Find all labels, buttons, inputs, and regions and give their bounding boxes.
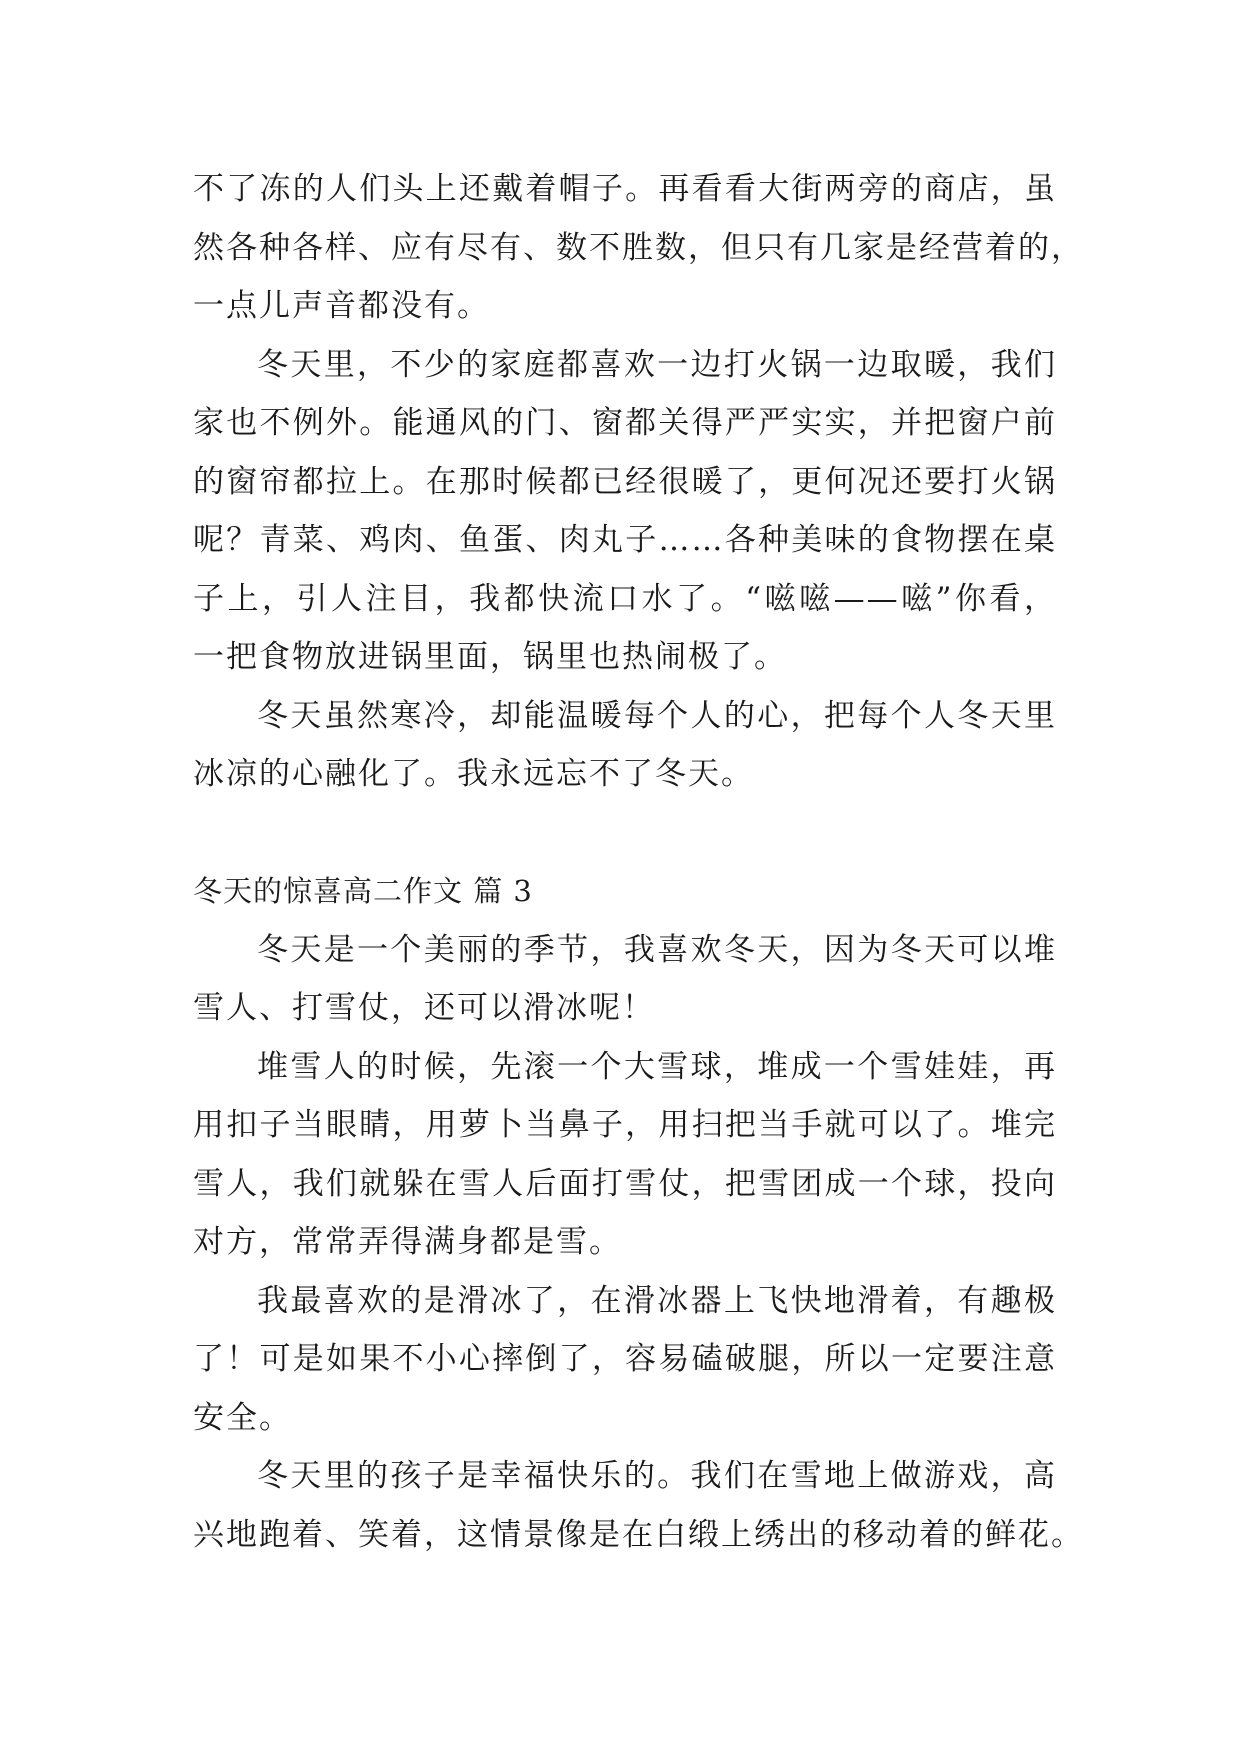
text-line: 然各种各样、应有尽有、数不胜数，但只有几家是经营着的，: [193, 229, 1084, 266]
text-line: 冬天里的孩子是幸福快乐的。我们在雪地上做游戏，高: [257, 1458, 1057, 1494]
text-line: 呢？青菜、鸡肉、鱼蛋、肉丸子……各种美味的食物摆在桌: [193, 522, 1057, 558]
paragraph-3: [193, 687, 1057, 804]
section-heading: 冬天的惊喜高二作文 篇 3: [193, 874, 533, 908]
text-line: 家也不例外。能通风的门、窗都关得严严实实，并把窗户前: [193, 405, 1057, 441]
paragraph-7: [193, 1447, 1084, 1564]
text-line: 一把食物放进锅里面，锅里也热闹极了。: [193, 639, 787, 675]
text-line: 堆雪人的时候，先滚一个大雪球，堆成一个雪娃娃，再: [257, 1048, 1057, 1085]
document-page: [193, 160, 1084, 1564]
text-line: 雪人，我们就躲在雪人后面打雪仗，把雪团成一个球，投向: [193, 1165, 1057, 1202]
paragraph-5: [193, 1038, 1057, 1272]
paragraph-2: [193, 336, 1057, 687]
paragraph-4: [193, 921, 1057, 1038]
text-line: 了！可是如果不小心摔倒了，容易磕破腿，所以一定要注意: [193, 1341, 1057, 1377]
text-line: 子上，引人注目，我都快流口水了。“嗞嗞——嗞”你看，: [193, 580, 1057, 617]
text-line: 用扣子当眼睛，用萝卜当鼻子，用扫把当手就可以了。堆完: [193, 1107, 1057, 1143]
text-line: 冬天虽然寒冷，却能温暖每个人的心，把每个人冬天里: [257, 697, 1057, 734]
text-line: 一点儿声音都没有。: [193, 288, 490, 324]
section-gap: [193, 804, 1057, 863]
text-line: 雪人、打雪仗，还可以滑冰呢！: [193, 990, 655, 1026]
paragraph-1: [193, 160, 1084, 336]
text-line: 对方，常常弄得满身都是雪。: [193, 1224, 622, 1260]
text-line: 的窗帘都拉上。在那时候都已经很暖了，更何况还要打火锅: [193, 463, 1057, 500]
text-line: 不了冻的人们头上还戴着帽子。再看看大街两旁的商店，虽: [193, 171, 1057, 207]
text-line: 兴地跑着、笑着，这情景像是在白缎上绣出的移动着的鲜花。: [193, 1516, 1084, 1553]
text-line: 安全。: [193, 1399, 292, 1436]
text-line: 我最喜欢的是滑冰了，在滑冰器上飞快地滑着，有趣极: [257, 1282, 1057, 1319]
text-line: 冬天里，不少的家庭都喜欢一边打火锅一边取暖，我们: [257, 346, 1057, 383]
text-line: 冰凉的心融化了。我永远忘不了冬天。: [193, 756, 754, 792]
paragraph-6: [193, 1272, 1057, 1448]
text-line: 冬天是一个美丽的季节，我喜欢冬天，因为冬天可以堆: [257, 931, 1057, 968]
